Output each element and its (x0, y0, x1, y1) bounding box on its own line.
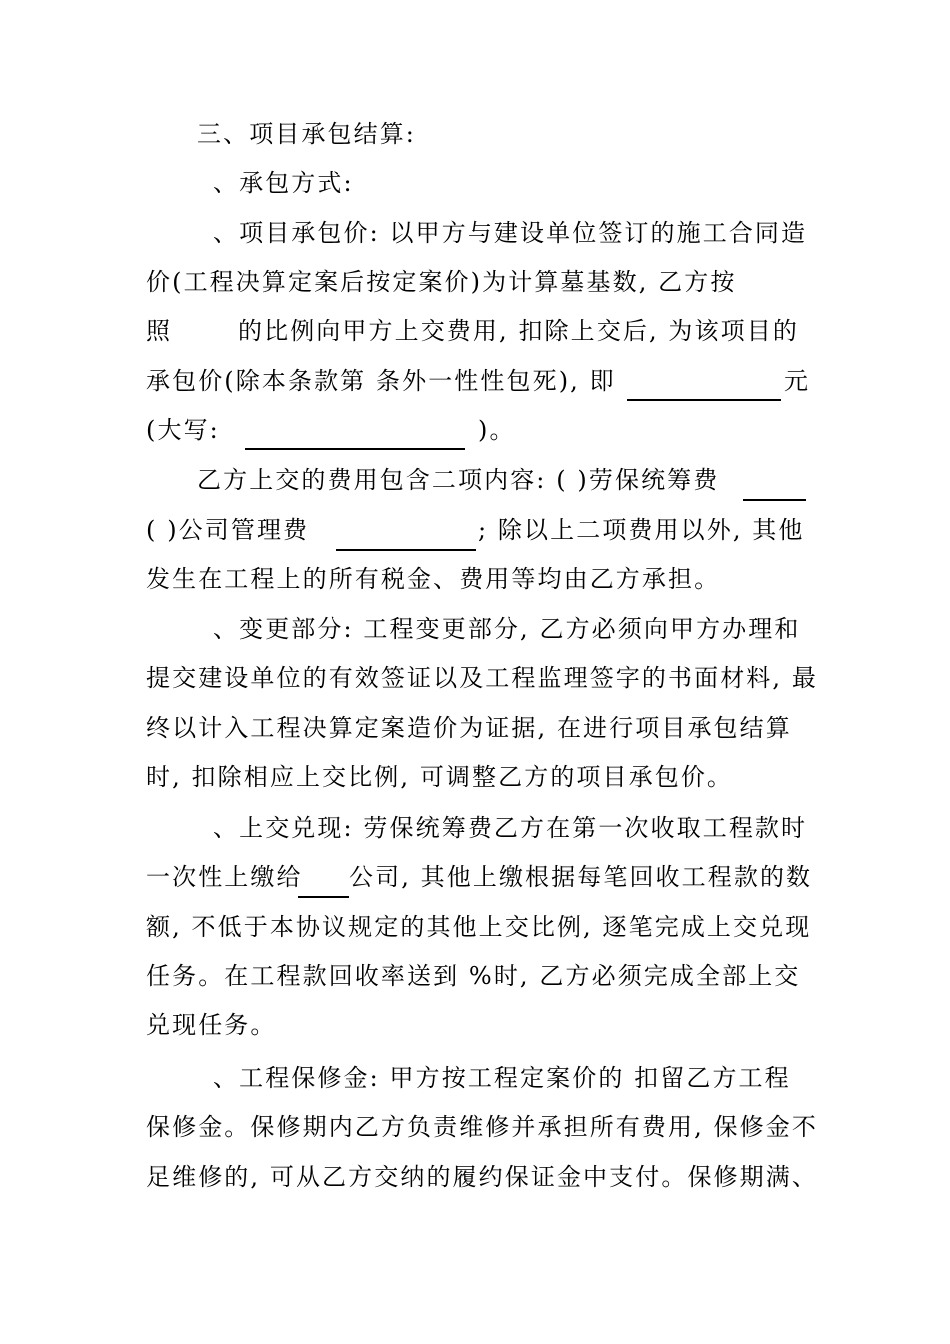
paragraph-text: )。 (478, 416, 516, 444)
paragraph-text: (大写: (146, 416, 220, 444)
paragraph-text: 承包价(除本条款第 条外一性性包死), 即 (146, 367, 616, 395)
paragraph-text: ( )公司管理费 (146, 516, 310, 544)
paragraph-text: 保修金。保修期内乙方负责维修并承担所有费用, 保修金不 (146, 1113, 818, 1141)
management-fee-blank (336, 515, 476, 551)
paragraph-text: 的比例向甲方上交费用, 扣除上交后, 为该项目的 (238, 317, 799, 345)
paragraph-text: 公司, 其他上缴根据每笔回收工程款的数 (349, 863, 813, 891)
paragraph-text: 照 (146, 317, 173, 345)
paragraph-text: ; 除以上二项费用以外, 其他 (478, 516, 805, 544)
paragraph-text: 兑现任务。 (146, 1011, 277, 1039)
paragraph-text: 一次性上缴给 (146, 863, 303, 891)
paragraph-text: 时, 扣除相应上交比例, 可调整乙方的项目承包价。 (146, 763, 734, 791)
amount-blank (627, 363, 781, 401)
labor-insurance-fee-blank (743, 465, 806, 501)
paragraph-text: 任务。在工程款回收率送到 %时, 乙方必须完成全部上交 (146, 962, 801, 990)
paragraph-text: 、项目承包价: 以甲方与建设单位签订的施工合同造 (213, 219, 808, 247)
paragraph-text: 发生在工程上的所有税金、费用等均由乙方承担。 (146, 565, 721, 593)
subsection-contract-method: 、承包方式: (213, 169, 354, 197)
paragraph-text: 元 (784, 367, 811, 395)
paragraph-text: 乙方上交的费用包含二项内容: ( )劳保统筹费 (197, 466, 720, 494)
section-heading: 三、项目承包结算: (197, 120, 416, 148)
paragraph-text: 、上交兑现: 劳保统筹费乙方在第一次收取工程款时 (213, 814, 808, 842)
paragraph-text: 、变更部分: 工程变更部分, 乙方必须向甲方办理和 (213, 615, 801, 643)
paragraph-text: 足维修的, 可从乙方交纳的履约保证金中支付。保修期满、 (146, 1163, 818, 1191)
paragraph-text: 额, 不低于本协议规定的其他上交比例, 逐笔完成上交兑现 (146, 913, 812, 941)
company-name-blank (298, 862, 349, 898)
paragraph-text: 价(工程决算定案后按定案价)为计算墓基数, 乙方按 (146, 268, 737, 296)
paragraph-text: 、工程保修金: 甲方按工程定案价的 扣留乙方工程 (213, 1064, 791, 1092)
amount-in-words-blank (245, 412, 465, 450)
paragraph-text: 提交建设单位的有效签证以及工程监理签字的书面材料, 最 (146, 664, 818, 692)
paragraph-text: 终以计入工程决算定案造价为证据, 在进行项目承包结算 (146, 714, 792, 742)
